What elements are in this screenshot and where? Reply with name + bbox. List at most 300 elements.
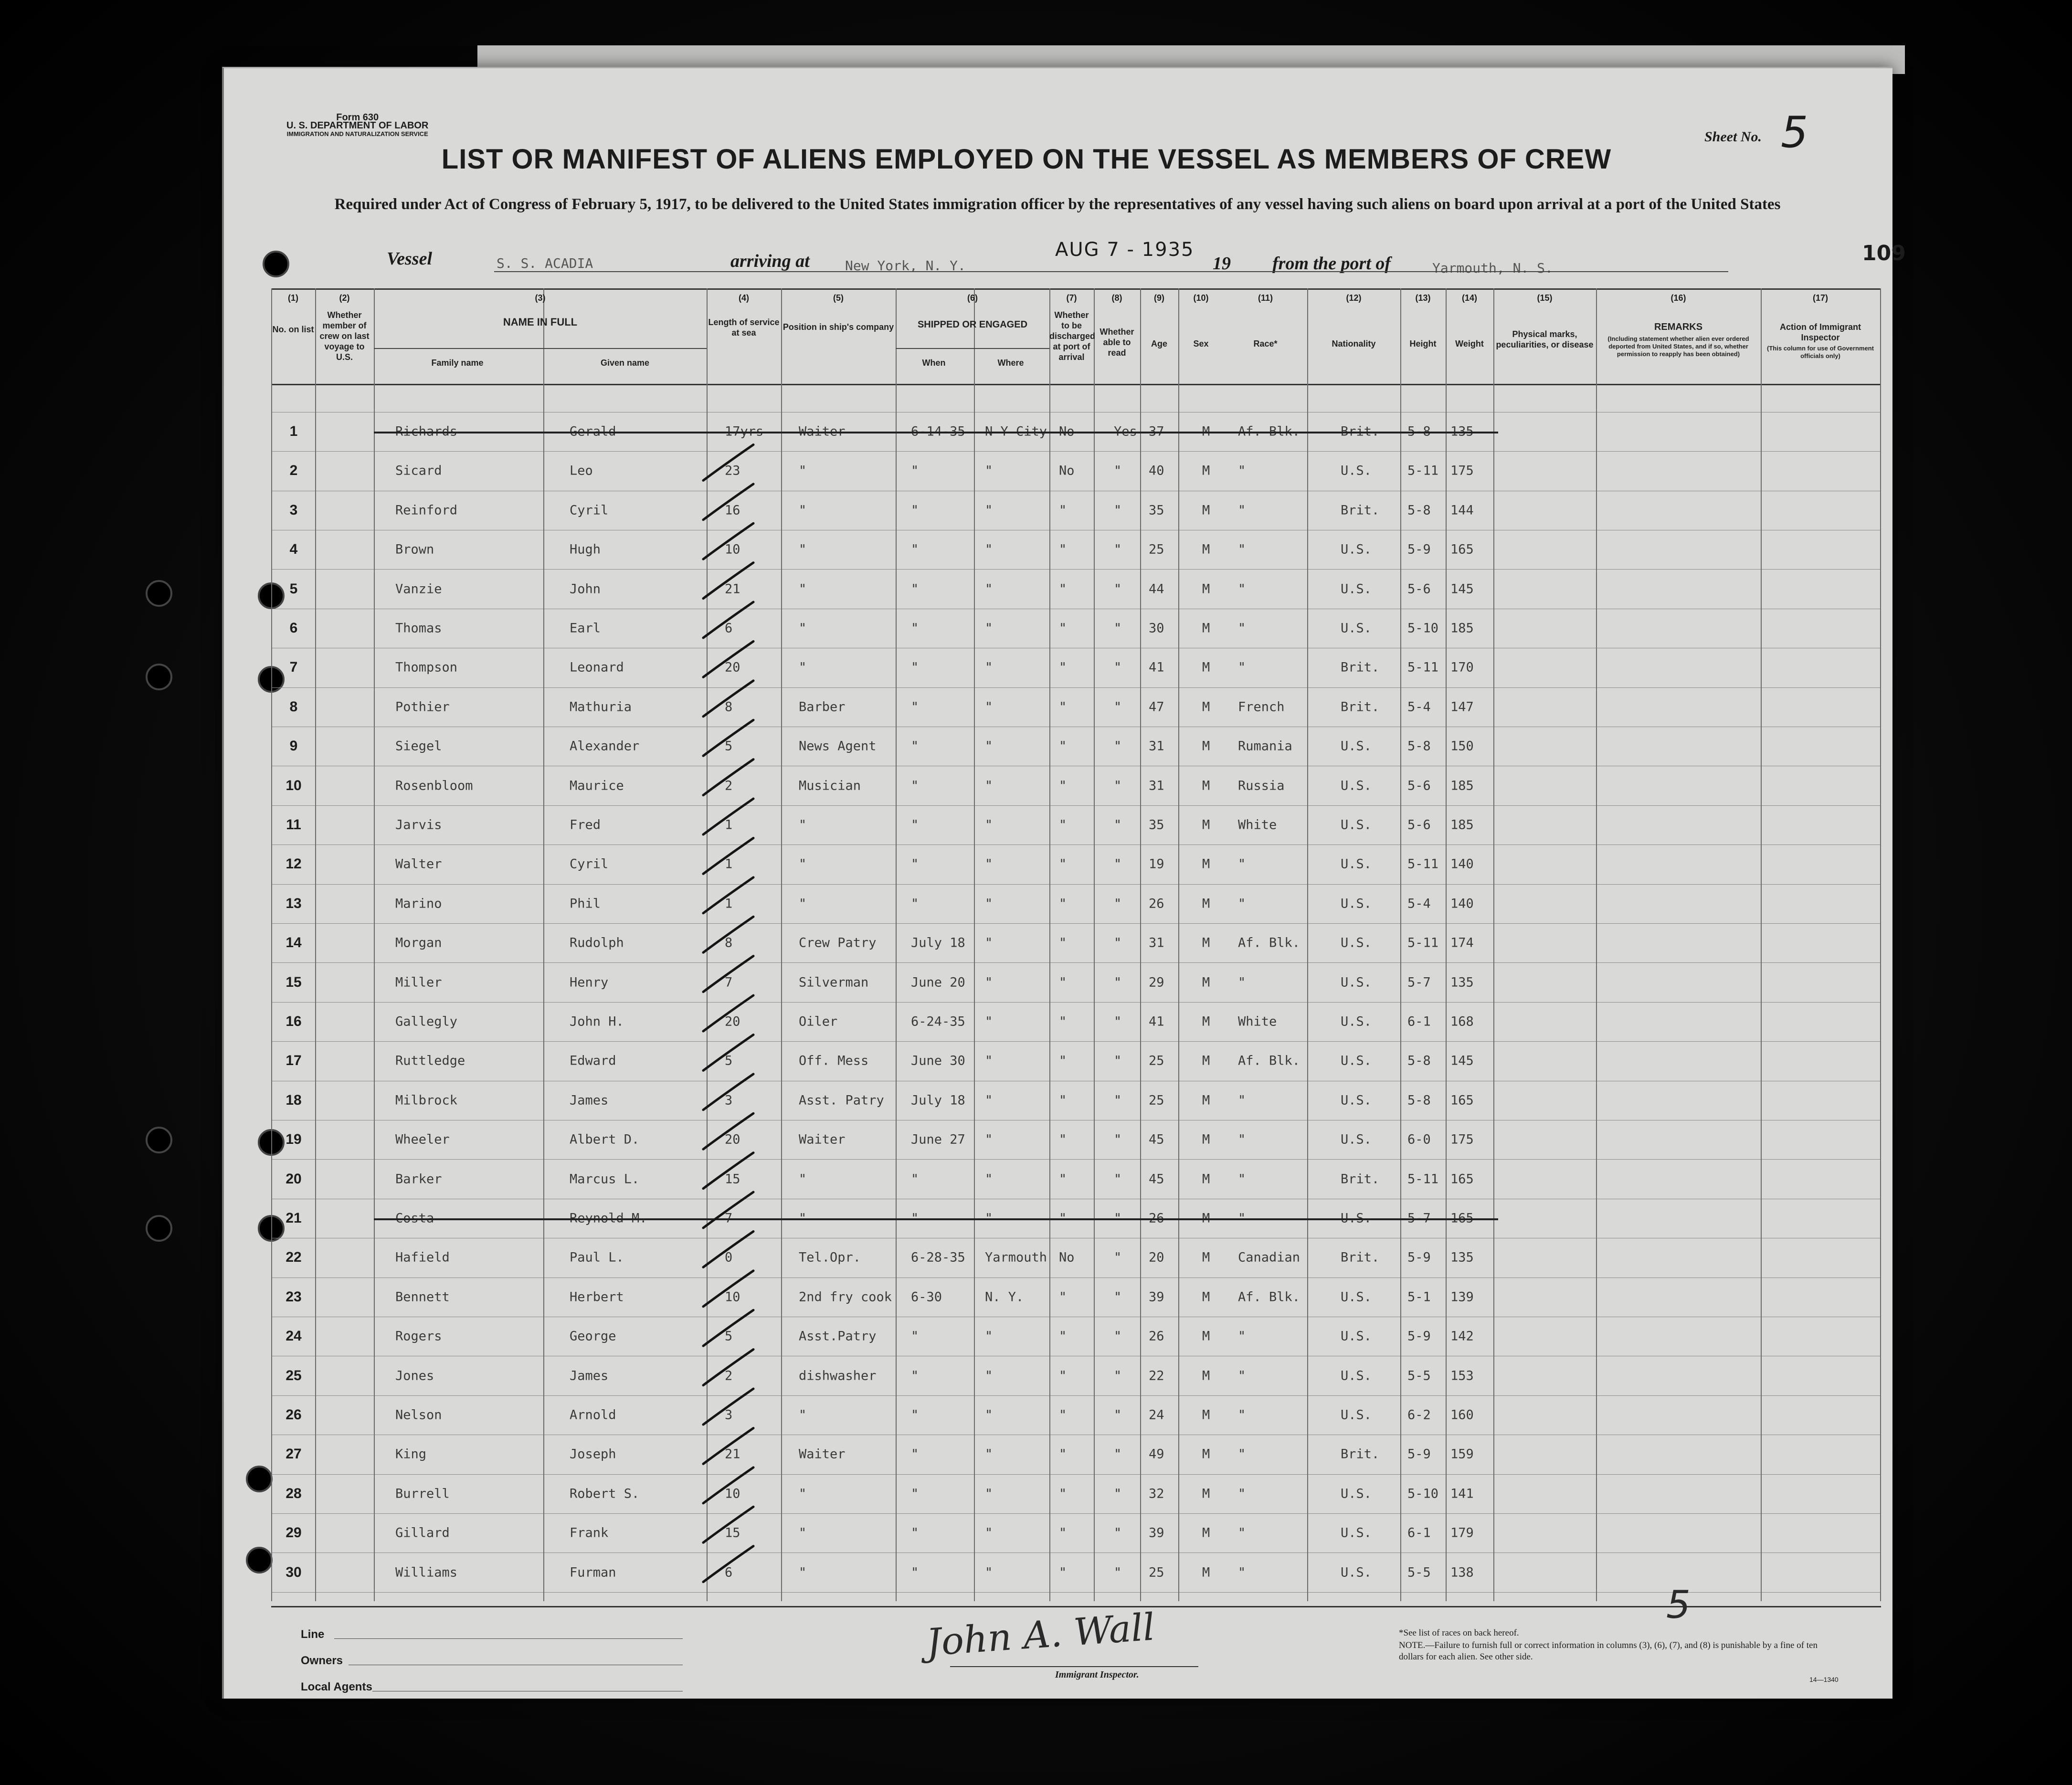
shipped-when-cell: " bbox=[911, 896, 919, 911]
given-name-cell: Cyril bbox=[570, 503, 609, 518]
discharge-cell: " bbox=[1059, 817, 1067, 833]
shipped-when-cell: " bbox=[911, 1407, 919, 1423]
row-number: 2 bbox=[289, 463, 298, 479]
nationality-cell: U.S. bbox=[1341, 1407, 1372, 1423]
weight-cell: 165 bbox=[1450, 1211, 1474, 1226]
race-cell: Af. Blk. bbox=[1238, 1289, 1300, 1305]
sex-cell: M bbox=[1202, 1565, 1210, 1580]
column-divider bbox=[1094, 288, 1095, 1601]
height-cell: 6-1 bbox=[1407, 1525, 1431, 1541]
header-family-name: Family name bbox=[431, 358, 484, 368]
row-rule bbox=[271, 1592, 1881, 1593]
race-cell: " bbox=[1238, 621, 1246, 636]
weight-cell: 145 bbox=[1450, 581, 1474, 597]
family-name-cell: Pothier bbox=[395, 699, 450, 715]
sex-cell: M bbox=[1202, 1014, 1210, 1029]
col-number: (9) bbox=[1154, 293, 1164, 303]
family-name-cell: Rosenbloom bbox=[395, 778, 473, 793]
race-cell: Af. Blk. bbox=[1238, 935, 1300, 951]
nationality-cell: U.S. bbox=[1341, 1368, 1372, 1384]
service-length-cell: 16 bbox=[725, 503, 740, 518]
sex-cell: M bbox=[1202, 1407, 1210, 1423]
age-cell: 31 bbox=[1149, 778, 1164, 793]
binder-hole bbox=[146, 1215, 172, 1242]
given-name-cell: Gerald bbox=[570, 424, 616, 439]
nationality-cell: U.S. bbox=[1341, 621, 1372, 636]
col-number: (11) bbox=[1258, 293, 1273, 303]
shipped-when-cell: June 20 bbox=[911, 975, 965, 990]
height-cell: 5-11 bbox=[1407, 660, 1439, 675]
nationality-cell: U.S. bbox=[1341, 935, 1372, 951]
nationality-cell: U.S. bbox=[1341, 817, 1372, 833]
able-to-read-cell: " bbox=[1114, 1172, 1122, 1187]
able-to-read-cell: " bbox=[1114, 699, 1122, 715]
shipped-where-cell: " bbox=[985, 1329, 993, 1344]
vessel-value: S. S. ACADIA bbox=[497, 255, 593, 271]
race-cell: " bbox=[1238, 1407, 1246, 1423]
discharge-cell: " bbox=[1059, 581, 1067, 597]
position-cell: " bbox=[799, 660, 807, 675]
able-to-read-cell: " bbox=[1114, 1329, 1122, 1344]
given-name-cell: James bbox=[570, 1093, 609, 1108]
header-given-name: Given name bbox=[600, 358, 650, 368]
shipped-when-cell: June 30 bbox=[911, 1053, 965, 1068]
able-to-read-cell: " bbox=[1114, 1250, 1122, 1265]
family-name-cell: Jarvis bbox=[395, 817, 442, 833]
age-cell: 25 bbox=[1149, 1565, 1164, 1580]
row-rule bbox=[271, 923, 1881, 924]
position-cell: " bbox=[799, 542, 807, 557]
nationality-cell: U.S. bbox=[1341, 739, 1372, 754]
position-cell: dishwasher bbox=[799, 1368, 877, 1384]
service-length-cell: 6 bbox=[725, 1565, 733, 1580]
age-cell: 20 bbox=[1149, 1250, 1164, 1265]
row-number: 24 bbox=[285, 1328, 302, 1344]
col-number: (6) bbox=[967, 293, 978, 303]
race-cell: Af. Blk. bbox=[1238, 1053, 1300, 1068]
column-divider bbox=[543, 288, 544, 1601]
given-name-cell: Rudolph bbox=[570, 935, 624, 951]
height-cell: 5-10 bbox=[1407, 621, 1439, 636]
service-length-cell: 21 bbox=[725, 581, 740, 597]
shipped-where-cell: " bbox=[985, 896, 993, 911]
shipped-when-cell: " bbox=[911, 699, 919, 715]
race-cell: " bbox=[1238, 463, 1246, 478]
race-cell: " bbox=[1238, 1565, 1246, 1580]
col-number: (14) bbox=[1461, 293, 1477, 303]
name-subheader-rule bbox=[374, 348, 707, 349]
age-cell: 29 bbox=[1149, 975, 1164, 990]
sheet-number: 5 bbox=[1781, 107, 1808, 158]
age-cell: 24 bbox=[1149, 1407, 1164, 1423]
col-number: (15) bbox=[1537, 293, 1553, 303]
service-length-cell: 7 bbox=[725, 1211, 733, 1226]
row-rule bbox=[271, 451, 1881, 452]
shipped-when-cell: " bbox=[911, 542, 919, 557]
row-number: 23 bbox=[285, 1289, 302, 1305]
discharge-cell: No bbox=[1059, 463, 1075, 478]
row-rule bbox=[271, 1513, 1881, 1514]
able-to-read-cell: " bbox=[1114, 1289, 1122, 1305]
able-to-read-cell: " bbox=[1114, 896, 1122, 911]
height-cell: 5-10 bbox=[1407, 1486, 1439, 1501]
row-number: 7 bbox=[289, 659, 298, 676]
column-divider bbox=[1307, 288, 1308, 1601]
given-name-cell: Marcus L. bbox=[570, 1172, 640, 1187]
shipped-when-cell: " bbox=[911, 1525, 919, 1541]
able-to-read-cell: " bbox=[1114, 935, 1122, 951]
row-rule bbox=[271, 1002, 1881, 1003]
family-name-cell: Jones bbox=[395, 1368, 434, 1384]
sex-cell: M bbox=[1202, 699, 1210, 715]
height-cell: 5-9 bbox=[1407, 1250, 1431, 1265]
discharge-cell: " bbox=[1059, 1525, 1067, 1541]
family-name-cell: Barker bbox=[395, 1172, 442, 1187]
row-number: 16 bbox=[285, 1014, 302, 1029]
sex-cell: M bbox=[1202, 739, 1210, 754]
service-length-cell: 8 bbox=[725, 699, 733, 715]
able-to-read-cell: " bbox=[1114, 1565, 1122, 1580]
weight-cell: 135 bbox=[1450, 975, 1474, 990]
nationality-cell: U.S. bbox=[1341, 975, 1372, 990]
position-cell: Musician bbox=[799, 778, 861, 793]
race-cell: " bbox=[1238, 856, 1246, 872]
service-length-cell: 1 bbox=[725, 856, 733, 872]
discharge-cell: " bbox=[1059, 621, 1067, 636]
header-name-in-full: NAME IN FULL bbox=[503, 316, 578, 328]
shipped-where-cell: " bbox=[985, 1132, 993, 1147]
position-cell: " bbox=[799, 856, 807, 872]
height-cell: 6-1 bbox=[1407, 1014, 1431, 1029]
service-length-cell: 5 bbox=[725, 1329, 733, 1344]
table-bottom-rule bbox=[271, 1606, 1881, 1607]
weight-cell: 165 bbox=[1450, 1093, 1474, 1108]
height-cell: 5-8 bbox=[1407, 503, 1431, 518]
discharge-cell: " bbox=[1059, 1172, 1067, 1187]
service-length-cell: 0 bbox=[725, 1250, 733, 1265]
given-name-cell: Phil bbox=[570, 896, 601, 911]
height-cell: 5-4 bbox=[1407, 896, 1431, 911]
col-number: (13) bbox=[1415, 293, 1431, 303]
service-length-cell: 15 bbox=[725, 1525, 740, 1541]
given-name-cell: Leonard bbox=[570, 660, 624, 675]
column-divider bbox=[1596, 288, 1597, 1601]
shipped-when-cell: 6-28-35 bbox=[911, 1250, 965, 1265]
given-name-cell: Maurice bbox=[570, 778, 624, 793]
shipped-when-cell: " bbox=[911, 1172, 919, 1187]
discharge-cell: " bbox=[1059, 1093, 1067, 1108]
age-cell: 31 bbox=[1149, 935, 1164, 951]
shipped-where-cell: " bbox=[985, 1368, 993, 1384]
header-weight: Weight bbox=[1455, 339, 1484, 349]
nationality-cell: Brit. bbox=[1341, 660, 1380, 675]
height-cell: 5-5 bbox=[1407, 1368, 1431, 1384]
service-length-cell: 3 bbox=[725, 1407, 733, 1423]
sex-cell: M bbox=[1202, 935, 1210, 951]
height-cell: 5-6 bbox=[1407, 581, 1431, 597]
row-number: 27 bbox=[285, 1446, 302, 1462]
given-name-cell: Mathuria bbox=[570, 699, 632, 715]
age-cell: 37 bbox=[1149, 424, 1164, 439]
header-remarks: REMARKS bbox=[1654, 322, 1703, 332]
shipped-where-cell: " bbox=[985, 660, 993, 675]
race-cell: " bbox=[1238, 975, 1246, 990]
row-rule bbox=[271, 1395, 1881, 1396]
position-cell: Asst.Patry bbox=[799, 1329, 877, 1344]
family-name-cell: Gillard bbox=[395, 1525, 450, 1541]
service-length-cell: 17yrs bbox=[725, 424, 764, 439]
race-cell: " bbox=[1238, 542, 1246, 557]
sex-cell: M bbox=[1202, 778, 1210, 793]
age-cell: 31 bbox=[1149, 739, 1164, 754]
weight-cell: 168 bbox=[1450, 1014, 1474, 1029]
able-to-read-cell: " bbox=[1114, 1211, 1122, 1226]
position-cell: " bbox=[799, 896, 807, 911]
weight-cell: 150 bbox=[1450, 739, 1474, 754]
binder-hole bbox=[146, 664, 172, 690]
shipped-where-cell: " bbox=[985, 1486, 993, 1501]
family-name-cell: Burrell bbox=[395, 1486, 450, 1501]
shipped-where-cell: " bbox=[985, 503, 993, 518]
sex-cell: M bbox=[1202, 424, 1210, 439]
weight-cell: 179 bbox=[1450, 1525, 1474, 1541]
row-number: 5 bbox=[289, 581, 298, 597]
shipped-where-cell: " bbox=[985, 1014, 993, 1029]
shipped-when-cell: " bbox=[911, 1486, 919, 1501]
table-top-rule bbox=[271, 288, 1881, 290]
position-cell: " bbox=[799, 1407, 807, 1423]
able-to-read-cell: " bbox=[1114, 739, 1122, 754]
height-cell: 6-0 bbox=[1407, 1132, 1431, 1147]
race-cell: " bbox=[1238, 1486, 1246, 1501]
position-cell: " bbox=[799, 463, 807, 478]
row-number: 9 bbox=[289, 738, 298, 754]
age-cell: 22 bbox=[1149, 1368, 1164, 1384]
discharge-cell: " bbox=[1059, 660, 1067, 675]
column-divider bbox=[1493, 288, 1494, 1601]
header-position: Position in ship's company bbox=[782, 322, 894, 332]
age-cell: 35 bbox=[1149, 817, 1164, 833]
weight-cell: 175 bbox=[1450, 1132, 1474, 1147]
col-number: (8) bbox=[1111, 293, 1122, 303]
position-cell: Waiter bbox=[799, 1447, 846, 1462]
given-name-cell: John H. bbox=[570, 1014, 624, 1029]
service-length-cell: 20 bbox=[725, 1014, 740, 1029]
height-cell: 5-8 bbox=[1407, 739, 1431, 754]
inspector-signature: John A. Wall bbox=[925, 1605, 1156, 1665]
legal-note: NOTE.—Failure to furnish full or correct information in columns (3), (6), (7), and (8) is punishable by a fine of ten dollars for each alien. See other side. bbox=[1399, 1640, 1818, 1662]
able-to-read-cell: " bbox=[1114, 503, 1122, 518]
height-cell: 5-8 bbox=[1407, 1053, 1431, 1068]
row-rule bbox=[271, 1474, 1881, 1475]
height-cell: 5-11 bbox=[1407, 1172, 1439, 1187]
height-cell: 5-7 bbox=[1407, 1211, 1431, 1226]
discharge-cell: " bbox=[1059, 1329, 1067, 1344]
sex-cell: M bbox=[1202, 542, 1210, 557]
handwritten-page-mark: 5 bbox=[1666, 1583, 1691, 1627]
weight-cell: 145 bbox=[1450, 1053, 1474, 1068]
shipped-when-cell: " bbox=[911, 1447, 919, 1462]
able-to-read-cell: " bbox=[1114, 581, 1122, 597]
given-name-cell: George bbox=[570, 1329, 616, 1344]
discharge-cell: " bbox=[1059, 896, 1067, 911]
age-cell: 25 bbox=[1149, 1053, 1164, 1068]
race-cell: " bbox=[1238, 1447, 1246, 1462]
discharge-cell: " bbox=[1059, 1486, 1067, 1501]
sex-cell: M bbox=[1202, 1368, 1210, 1384]
position-cell: Asst. Patry bbox=[799, 1093, 884, 1108]
shipped-when-cell: " bbox=[911, 581, 919, 597]
service-length-cell: 5 bbox=[725, 1053, 733, 1068]
race-cell: " bbox=[1238, 1172, 1246, 1187]
race-cell: Rumania bbox=[1238, 739, 1292, 754]
service-length-cell: 1 bbox=[725, 817, 733, 833]
given-name-cell: Joseph bbox=[570, 1447, 616, 1462]
age-cell: 25 bbox=[1149, 542, 1164, 557]
able-to-read-cell: " bbox=[1114, 1053, 1122, 1068]
line-label: Line bbox=[301, 1628, 325, 1641]
shipped-where-cell: " bbox=[985, 1407, 993, 1423]
age-cell: 41 bbox=[1149, 1014, 1164, 1029]
service-length-cell: 7 bbox=[725, 975, 733, 990]
weight-cell: 165 bbox=[1450, 1172, 1474, 1187]
race-cell: Russia bbox=[1238, 778, 1285, 793]
shipped-when-cell: June 27 bbox=[911, 1132, 965, 1147]
form-service: IMMIGRATION AND NATURALIZATION SERVICE bbox=[286, 130, 428, 137]
col-number: (17) bbox=[1812, 293, 1828, 303]
row-rule bbox=[271, 687, 1881, 688]
sex-cell: M bbox=[1202, 1211, 1210, 1226]
weight-cell: 138 bbox=[1450, 1565, 1474, 1580]
header-remarks-note: (Including statement whether alien ever ordered deported from United States, and if so, whether permission to reapply has been obtained) bbox=[1607, 335, 1749, 358]
height-cell: 5-6 bbox=[1407, 817, 1431, 833]
shipped-where-cell: N. Y. bbox=[985, 1289, 1024, 1305]
binder-hole bbox=[146, 580, 172, 607]
shipped-where-cell: " bbox=[985, 856, 993, 872]
row-rule bbox=[271, 962, 1881, 963]
column-divider bbox=[1446, 288, 1447, 1601]
shipped-where-cell: " bbox=[985, 1525, 993, 1541]
nationality-cell: U.S. bbox=[1341, 1132, 1372, 1147]
row-number: 14 bbox=[285, 935, 302, 951]
position-cell: Silverman bbox=[799, 975, 869, 990]
discharge-cell: " bbox=[1059, 1289, 1067, 1305]
weight-cell: 174 bbox=[1450, 935, 1474, 951]
strike-through-line bbox=[374, 1218, 1498, 1220]
shipped-when-cell: July 18 bbox=[911, 935, 965, 951]
header-discharged: Whether to be discharged at port of arrival bbox=[1049, 310, 1096, 362]
nationality-cell: U.S. bbox=[1341, 1486, 1372, 1501]
column-divider bbox=[271, 288, 272, 1601]
height-cell: 5-7 bbox=[1407, 975, 1431, 990]
nationality-cell: U.S. bbox=[1341, 778, 1372, 793]
nationality-cell: Brit. bbox=[1341, 424, 1380, 439]
family-name-cell: Gallegly bbox=[395, 1014, 458, 1029]
nationality-cell: U.S. bbox=[1341, 542, 1372, 557]
age-cell: 44 bbox=[1149, 581, 1164, 597]
form-department: U. S. DEPARTMENT OF LABOR bbox=[286, 120, 429, 131]
family-name-cell: Ruttledge bbox=[395, 1053, 465, 1068]
arriving-value: New York, N. Y. bbox=[845, 258, 966, 274]
discharge-cell: " bbox=[1059, 699, 1067, 715]
weight-cell: 140 bbox=[1450, 896, 1474, 911]
header-when: When bbox=[922, 358, 946, 368]
position-cell: " bbox=[799, 503, 807, 518]
discharge-cell: " bbox=[1059, 1014, 1067, 1029]
shipped-when-cell: " bbox=[911, 817, 919, 833]
weight-cell: 140 bbox=[1450, 856, 1474, 872]
able-to-read-cell: " bbox=[1114, 621, 1122, 636]
nationality-cell: Brit. bbox=[1341, 1250, 1380, 1265]
nationality-cell: Brit. bbox=[1341, 699, 1380, 715]
age-cell: 32 bbox=[1149, 1486, 1164, 1501]
position-cell: Waiter bbox=[799, 424, 846, 439]
service-length-cell: 21 bbox=[725, 1447, 740, 1462]
height-cell: 5-1 bbox=[1407, 1289, 1431, 1305]
race-cell: " bbox=[1238, 1368, 1246, 1384]
discharge-cell: " bbox=[1059, 1132, 1067, 1147]
family-name-cell: Thomas bbox=[395, 621, 442, 636]
able-to-read-cell: " bbox=[1114, 817, 1122, 833]
arriving-label: arriving at bbox=[730, 251, 810, 271]
shipped-when-cell: " bbox=[911, 1565, 919, 1580]
col-number: (3) bbox=[535, 293, 546, 303]
form-code: 14—1340 bbox=[1809, 1676, 1839, 1683]
shipped-where-cell: " bbox=[985, 1172, 993, 1187]
shipped-when-cell: July 18 bbox=[911, 1093, 965, 1108]
position-cell: " bbox=[799, 817, 807, 833]
row-number: 28 bbox=[285, 1485, 302, 1501]
service-length-cell: 10 bbox=[725, 1289, 740, 1305]
position-cell: Off. Mess bbox=[799, 1053, 869, 1068]
shipped-where-cell: " bbox=[985, 1093, 993, 1108]
column-divider bbox=[1049, 288, 1050, 1601]
service-length-cell: 3 bbox=[725, 1093, 733, 1108]
sex-cell: M bbox=[1202, 856, 1210, 872]
header-sex: Sex bbox=[1193, 339, 1209, 349]
nationality-cell: U.S. bbox=[1341, 463, 1372, 478]
able-to-read-cell: " bbox=[1114, 1368, 1122, 1384]
shipped-where-cell: " bbox=[985, 621, 993, 636]
height-cell: 5-11 bbox=[1407, 856, 1439, 872]
race-cell: White bbox=[1238, 1014, 1277, 1029]
family-name-cell: King bbox=[395, 1447, 427, 1462]
position-cell: " bbox=[799, 1211, 807, 1226]
discharge-cell: " bbox=[1059, 1407, 1067, 1423]
row-number: 11 bbox=[286, 817, 301, 833]
height-cell: 5-9 bbox=[1407, 542, 1431, 557]
given-name-cell: James bbox=[570, 1368, 609, 1384]
position-cell: " bbox=[799, 1565, 807, 1580]
discharge-cell: " bbox=[1059, 542, 1067, 557]
nationality-cell: U.S. bbox=[1341, 1053, 1372, 1068]
height-cell: 5-9 bbox=[1407, 1329, 1431, 1344]
race-cell: " bbox=[1238, 1211, 1246, 1226]
row-number: 30 bbox=[285, 1564, 302, 1580]
shipped-where-cell: " bbox=[985, 778, 993, 793]
row-number: 8 bbox=[289, 698, 298, 715]
row-number: 10 bbox=[285, 777, 302, 793]
crew-table bbox=[271, 288, 1881, 1601]
given-name-cell: Reynold M. bbox=[570, 1211, 647, 1226]
family-name-cell: Vanzie bbox=[395, 581, 442, 597]
race-cell: French bbox=[1238, 699, 1285, 715]
weight-cell: 135 bbox=[1450, 424, 1474, 439]
given-name-cell: Cyril bbox=[570, 856, 609, 872]
column-divider bbox=[781, 288, 782, 1601]
height-cell: 5-5 bbox=[1407, 1565, 1431, 1580]
col-number: (1) bbox=[288, 293, 298, 303]
